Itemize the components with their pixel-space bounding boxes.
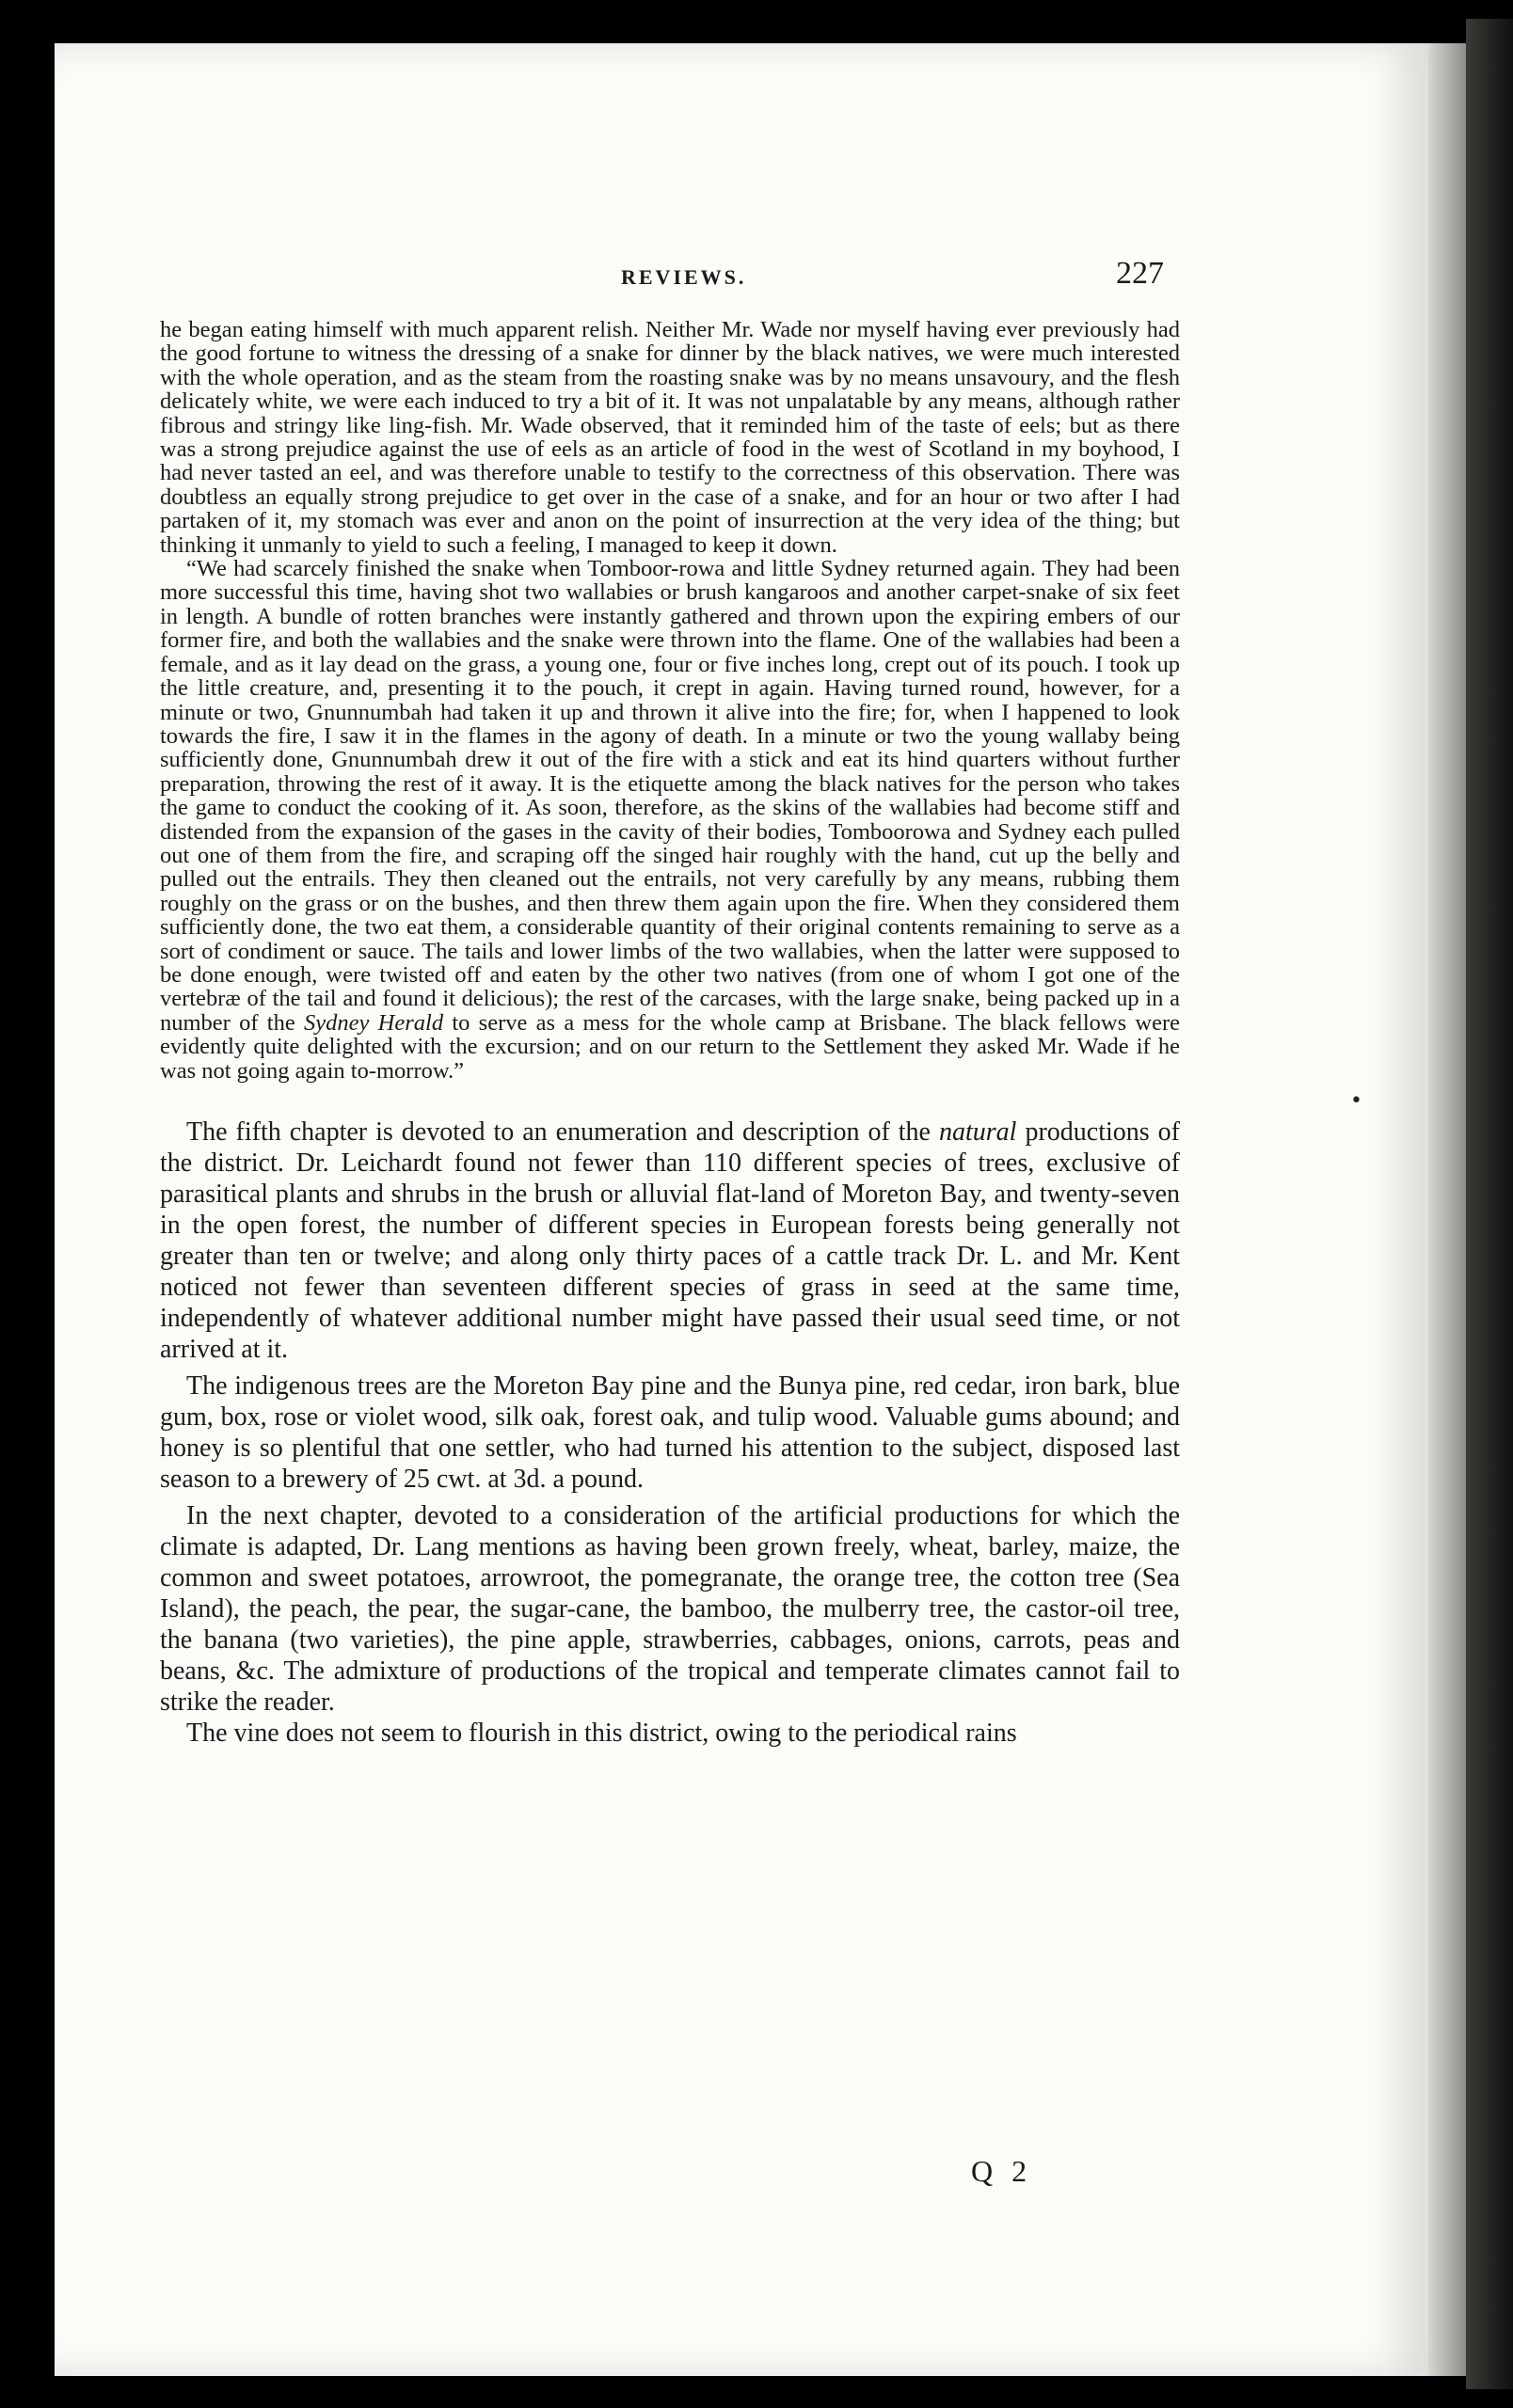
page-body bbox=[160, 318, 1180, 1749]
page-number: 227 bbox=[1116, 256, 1164, 291]
margin-mark: • bbox=[1350, 1089, 1362, 1113]
book-binding bbox=[1466, 19, 1513, 2389]
emphasis-text: natural bbox=[939, 1117, 1017, 1147]
paragraph-artificial-productions: In the next chapter, devoted to a consideration of the artificial productions for which the climate is adapted, Dr. Lang mentions as having been grown freely, wheat, barley, maize, the common and sweet potatoes, arrowroot, the pomegranate, the orange tree, the cotton tree (Sea Island), the peach, the pear, the sugar-cane, the bamboo, the mulberry tree, the castor-oil tree, the banana (two varieties), the pine apple, strawberries, cabbages, onions, carrots, peas and beans, &c. The admixture of productions of the tropical and temperate climates cannot fail to strike the reader. bbox=[160, 1501, 1180, 1717]
page-edge bbox=[1428, 43, 1466, 2376]
paragraph-indigenous-trees: The indigenous trees are the Moreton Bay pine and the Bunya pine, red cedar, iron bark, blue gum, box, rose or violet wood, silk oak, forest oak, and tulip wood. Valuable gums abound; and honey is so plentiful that one settler, who had turned his attention to the subject, disposed last season to a brewery of 25 cwt. at 3d. a pound. bbox=[160, 1371, 1180, 1494]
quote-paragraph-1: he began eating himself with much apparent relish. Neither Mr. Wade nor myself having ever previously had the good fortune to witness the dressing of a snake for dinner by the black natives, we were much interested with the whole operation, and as the steam from the roasting snake was by no means unsavoury, and the flesh delicately white, we were each induced to try a bit of it. It was not unpalatable by any means, although rather fibrous and stringy like ling-fish. Mr. Wade observed, that it reminded him of the taste of eels; but as there was a strong prejudice against the use of eels as an article of food in the west of Scotland in my boyhood, I had never tasted an eel, and was therefore unable to testify to the correctness of this observation. There was doubtless an equally strong prejudice to get over in the case of a snake, and for an hour or two after I had partaken of it, my stomach was ever and anon on the point of insurrection at the very idea of the thing; but thinking it unmanly to yield to such a feeling, I managed to keep it down. bbox=[160, 317, 1180, 558]
signature-mark: Q 2 bbox=[971, 2154, 1033, 2188]
running-header: REVIEWS. bbox=[621, 265, 747, 289]
paragraph-text-end: productions of the district. Dr. Leichardt found not fewer than 110 different species of trees, exclusive of parasitical plants and shrubs in the brush or alluvial flat-land of Moreton Bay, and twenty-seven in the open forest, the number of different species in European forests being generally not greater than ten or twelve; and along only thirty paces of a cattle track Dr. L. and Mr. Kent noticed not fewer than seventeen different species of grass in seed at the same time, independently of whatever additional number might have passed their usual seed time, or not arrived at it. bbox=[160, 1117, 1181, 1364]
paragraph-text: The fifth chapter is devoted to an enumeration and description of the bbox=[186, 1117, 939, 1147]
quote-text-end: to serve as a mess for the whole camp at Brisbane. The black fellows were evidently quite delighted with the excursion; and on our return to the Settlement they asked Mr. Wade if he was not going again to-morrow.” bbox=[160, 1009, 1180, 1084]
paragraph-fifth-chapter bbox=[160, 1117, 1180, 1365]
quote-text: “We had scarcely finished the snake when Tomboor-rowa and little Sydney returned again. They had been more successful this time, having shot two wallabies or brush kangaroos and another carpet-snake of six feet in length. A bundle of rotten branches were instantly gathered and thrown upon the expiring embers of our former fire, and both the wallabies and the snake were thrown into the flame. One of the wallabies had been a female, and as it lay dead on the grass, a young one, four or five inches long, crept out of its pouch. I took up the little creature, and, presenting it to the pouch, it crept in again. Having turned round, however, for a minute or two, Gnunnumbah had taken it up and thrown it alive into the fire; for, when I happened to look towards the fire, I saw it in the flames in the agony of death. In a minute or two the young wallaby being sufficiently done, Gnunnumbah drew it out of the fire with a stick and eat its hind quarters without further preparation, throwing the rest of it away. It is the etiquette among the black natives for the person who takes the game to conduct the cooking of it. As soon, therefore, as the skins of the wallabies had become stiff and distended from the expansion of the gases in the cavity of their bodies, Tomboorowa and Sydney each pulled out one of them from the fire, and scraping off the singed hair roughly with the hand, cut up the belly and pulled out the entrails. They then cleaned out the entrails, not very carefully by any means, rubbing them roughly on the grass or on the bushes, and then threw them again upon the fire. When they considered them sufficiently done, the two eat them, a considerable quantity of their original contents remaining to serve as a sort of condiment or sauce. The tails and lower limbs of the two wallabies, when the latter were supposed to be done enough, were twisted off and eaten by the other two natives (from one of whom I got one of the vertebræ of the tail and found it delicious); the rest of the carcases, with the large snake, being packed up in a number of the bbox=[160, 556, 1180, 1036]
newspaper-title: Sydney Herald bbox=[304, 1009, 444, 1036]
paragraph-vine: The vine does not seem to flourish in this district, owing to the periodical rains bbox=[186, 1719, 1017, 1748]
quote-paragraph-2 bbox=[160, 557, 1180, 1083]
